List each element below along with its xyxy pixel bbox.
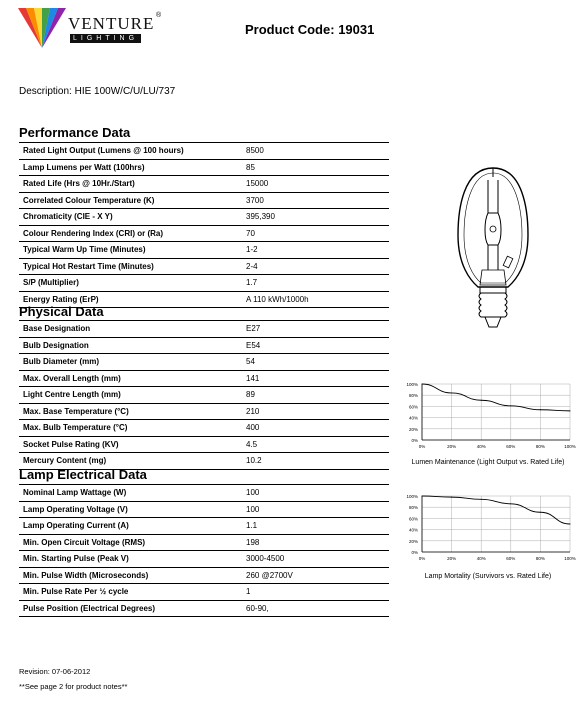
x-tick-label: 80%: [535, 444, 545, 449]
spec-label: S/P (Multiplier): [19, 275, 242, 292]
spec-label: Base Designation: [19, 321, 242, 338]
lamp-mortality-chart: [398, 492, 580, 570]
spec-row: [19, 275, 389, 292]
data-point: [481, 400, 482, 401]
y-tick-label: 40%: [408, 415, 418, 421]
product-code-label: Product Code:: [245, 22, 335, 37]
spec-label: Max. Bulb Temperature (°C): [19, 420, 242, 437]
data-point: [451, 392, 452, 393]
logo-subtext: LIGHTING: [70, 34, 141, 43]
spec-value: 15000: [242, 176, 389, 193]
spec-value: 400: [242, 420, 389, 437]
x-tick-label: 100%: [564, 556, 576, 561]
spec-value: 1-2: [242, 242, 389, 259]
spec-label: Typical Warm Up Time (Minutes): [19, 242, 242, 259]
venture-lighting-logo: [18, 8, 162, 56]
y-tick-label: 80%: [408, 505, 418, 511]
spec-row: [19, 501, 389, 518]
spec-row: [19, 321, 389, 338]
spec-row: [19, 436, 389, 453]
y-tick-label: 20%: [408, 426, 418, 432]
spec-value: 89: [242, 387, 389, 404]
revision-text: Revision: 07-06-2012: [19, 667, 91, 676]
spec-value: 395,390: [242, 209, 389, 226]
spec-value: 100: [242, 485, 389, 502]
spec-value: 60-90,: [242, 600, 389, 617]
lumen-maintenance-caption: Lumen Maintenance (Light Output vs. Rated Life): [411, 459, 565, 466]
data-point: [422, 384, 423, 385]
spec-value: 198: [242, 534, 389, 551]
performance-table: [19, 142, 389, 308]
spec-value: 141: [242, 370, 389, 387]
spec-value: A 110 kWh/1000h: [242, 291, 389, 308]
y-tick-label: 100%: [406, 382, 418, 387]
spec-label: Correlated Colour Temperature (K): [19, 192, 242, 209]
data-point: [570, 410, 571, 411]
product-notes-text: **See page 2 for product notes**: [19, 682, 128, 691]
spec-label: Min. Pulse Rate Per ½ cycle: [19, 584, 242, 601]
spec-row: [19, 209, 389, 226]
product-code: [245, 22, 374, 37]
spec-value: 4.5: [242, 436, 389, 453]
spec-value: E54: [242, 337, 389, 354]
y-tick-label: 80%: [408, 393, 418, 399]
spec-label: Socket Pulse Rating (KV): [19, 436, 242, 453]
spec-label: Rated Life (Hrs @ 10Hr./Start): [19, 176, 242, 193]
spec-label: Min. Open Circuit Voltage (RMS): [19, 534, 242, 551]
x-tick-label: 0%: [418, 556, 426, 561]
spec-value: 3000-4500: [242, 551, 389, 568]
physical-table: [19, 320, 389, 470]
spec-row: [19, 143, 389, 160]
series-line: [422, 384, 570, 411]
spec-row: [19, 518, 389, 535]
x-tick-label: 40%: [476, 444, 486, 449]
spec-label: Min. Pulse Width (Microseconds): [19, 567, 242, 584]
data-point: [422, 496, 423, 497]
spec-row: [19, 403, 389, 420]
spec-label: Pulse Position (Electrical Degrees): [19, 600, 242, 617]
spec-value: 210: [242, 403, 389, 420]
spec-label: Max. Base Temperature (°C): [19, 403, 242, 420]
spec-row: [19, 485, 389, 502]
spec-label: Min. Starting Pulse (Peak V): [19, 551, 242, 568]
spec-row: [19, 225, 389, 242]
spec-row: [19, 354, 389, 371]
spec-row: [19, 420, 389, 437]
x-tick-label: 0%: [418, 444, 426, 449]
logo-registered-mark: ®: [156, 12, 162, 19]
spec-label: Lamp Operating Current (A): [19, 518, 242, 535]
electrical-title: Lamp Electrical Data: [19, 467, 147, 482]
x-tick-label: 100%: [564, 444, 576, 449]
y-tick-label: 20%: [408, 538, 418, 544]
spec-value: 85: [242, 159, 389, 176]
physical-title: Physical Data: [19, 304, 104, 319]
y-tick-label: 0%: [411, 438, 418, 443]
spec-row: [19, 159, 389, 176]
spec-row: [19, 600, 389, 617]
spec-value: 2-4: [242, 258, 389, 275]
description-label: Description:: [19, 86, 72, 97]
logo-triangle-icon: [18, 8, 66, 56]
spec-value: 260 @2700V: [242, 567, 389, 584]
spec-row: [19, 370, 389, 387]
spec-value: 100: [242, 501, 389, 518]
performance-title: Performance Data: [19, 125, 131, 140]
data-point: [570, 524, 571, 525]
y-tick-label: 60%: [408, 516, 418, 522]
y-tick-label: 60%: [408, 404, 418, 410]
spec-value: 8500: [242, 143, 389, 160]
spec-row: [19, 387, 389, 404]
description: [19, 86, 175, 97]
series-line: [422, 496, 570, 524]
spec-label: Bulb Diameter (mm): [19, 354, 242, 371]
spec-value: 70: [242, 225, 389, 242]
data-point: [540, 512, 541, 513]
spec-label: Light Centre Length (mm): [19, 387, 242, 404]
spec-row: [19, 567, 389, 584]
product-code-value: 19031: [338, 22, 375, 37]
spec-value: 3700: [242, 192, 389, 209]
spec-row: [19, 584, 389, 601]
data-point: [540, 409, 541, 410]
spec-label: Chromaticity (CIE - X Y): [19, 209, 242, 226]
spec-value: 10.2: [242, 453, 389, 470]
spec-label: Energy Rating (ErP): [19, 291, 242, 308]
spec-row: [19, 534, 389, 551]
lamp-illustration: [448, 165, 538, 340]
spec-label: Typical Hot Restart Time (Minutes): [19, 258, 242, 275]
spec-label: Max. Overall Length (mm): [19, 370, 242, 387]
x-tick-label: 60%: [506, 444, 516, 449]
spec-value: E27: [242, 321, 389, 338]
spec-label: Bulb Designation: [19, 337, 242, 354]
lumen-maintenance-chart: [398, 380, 580, 458]
spec-label: Nominal Lamp Wattage (W): [19, 485, 242, 502]
y-tick-label: 0%: [411, 550, 418, 555]
description-value: HIE 100W/C/U/LU/737: [74, 86, 176, 97]
spec-row: [19, 337, 389, 354]
spec-row: [19, 242, 389, 259]
lamp-mortality-caption: Lamp Mortality (Survivors vs. Rated Life): [424, 573, 552, 580]
spec-label: Colour Rendering Index (CRI) or (Ra): [19, 225, 242, 242]
spec-value: 1.1: [242, 518, 389, 535]
data-point: [481, 499, 482, 500]
spec-row: [19, 258, 389, 275]
data-point: [451, 497, 452, 498]
spec-row: [19, 192, 389, 209]
spec-value: 1.7: [242, 275, 389, 292]
spec-label: Lamp Lumens per Watt (100hrs): [19, 159, 242, 176]
data-point: [510, 405, 511, 406]
logo-text: VENTURE: [68, 14, 155, 33]
spec-label: Lamp Operating Voltage (V): [19, 501, 242, 518]
x-tick-label: 20%: [447, 556, 457, 561]
y-tick-label: 100%: [406, 494, 418, 499]
spec-value: 54: [242, 354, 389, 371]
x-tick-label: 20%: [447, 444, 457, 449]
x-tick-label: 60%: [506, 556, 516, 561]
x-tick-label: 80%: [535, 556, 545, 561]
electrical-table: [19, 484, 389, 617]
spec-label: Mercury Content (mg): [19, 453, 242, 470]
spec-row: [19, 176, 389, 193]
x-tick-label: 40%: [476, 556, 486, 561]
spec-label: Rated Light Output (Lumens @ 100 hours): [19, 143, 242, 160]
y-tick-label: 40%: [408, 527, 418, 533]
data-point: [510, 503, 511, 504]
spec-value: 1: [242, 584, 389, 601]
spec-row: [19, 551, 389, 568]
